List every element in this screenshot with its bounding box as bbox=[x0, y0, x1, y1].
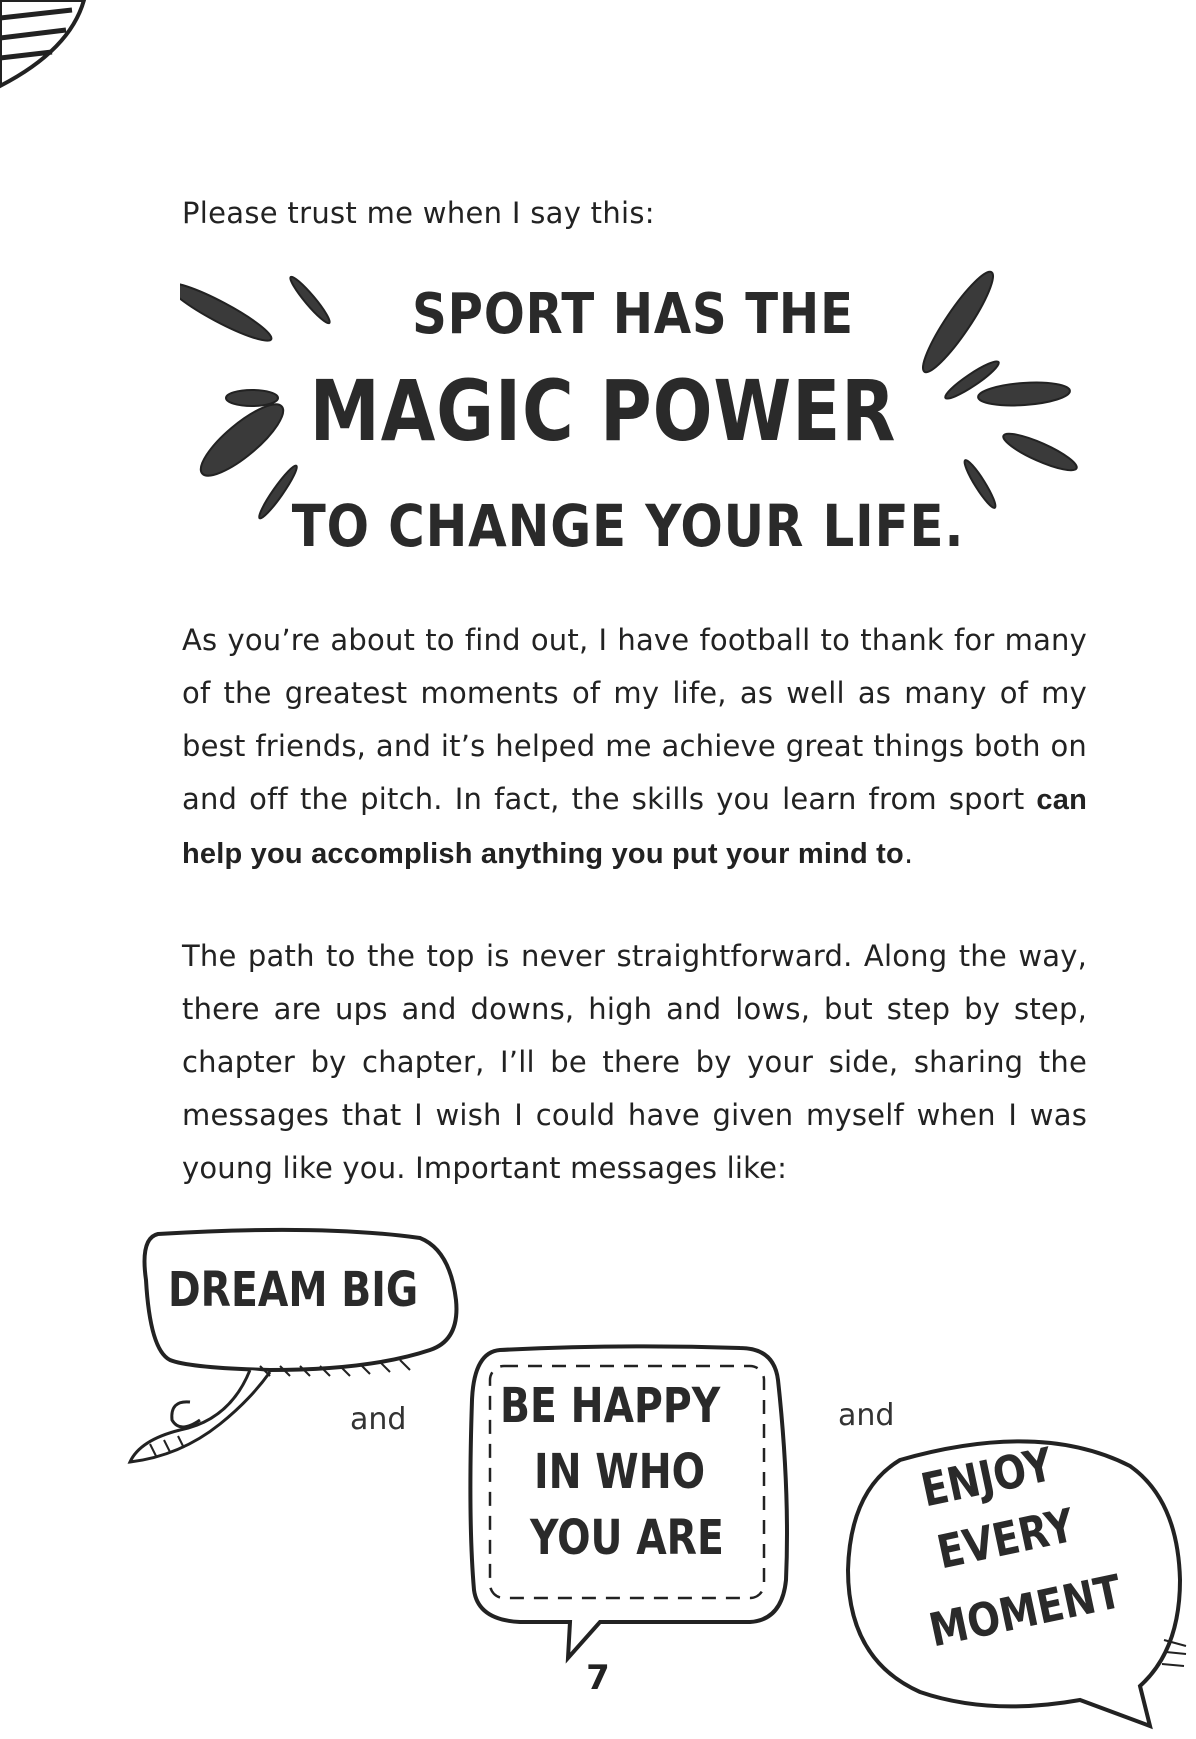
enjoy-line-3: MOMENT bbox=[924, 1564, 1127, 1658]
paragraph-1 bbox=[182, 614, 1087, 881]
corner-stripes-decoration bbox=[0, 0, 120, 110]
and-connector-1: and bbox=[350, 1402, 407, 1437]
headline-line-3: TO CHANGE YOUR LIFE. bbox=[291, 492, 965, 560]
be-happy-line-1: BE HAPPY bbox=[500, 1378, 721, 1434]
paragraph-1-end: . bbox=[903, 836, 914, 870]
headline-line-1: SPORT HAS THE bbox=[412, 282, 854, 347]
enjoy-line-1: ENJOY bbox=[916, 1437, 1058, 1518]
and-connector-2: and bbox=[838, 1398, 895, 1433]
paragraph-2: The path to the top is never straightforward. Along the way, there are ups and downs, high and lows, but step by step, chapter by chapter, I’ll be there by your side, sharing the messages that I wish I could have given myself when I was young like you. Important messages like: bbox=[182, 939, 1087, 1185]
be-happy-line-3: YOU ARE bbox=[530, 1510, 724, 1566]
page-number: 7 bbox=[586, 1658, 610, 1698]
be-happy-line-2: IN WHO bbox=[534, 1444, 706, 1500]
dream-big-text: DREAM BIG bbox=[168, 1262, 419, 1318]
paragraph-1-text: As you’re about to find out, I have football to thank for many of the greatest moments of my life, as well as many of my best friends, and it’s helped me achieve great things both on and off the pitch. In fact, the skills you learn from sport bbox=[182, 623, 1087, 816]
dream-big-speech-bubble bbox=[120, 1220, 480, 1480]
enjoy-line-2: EVERY bbox=[932, 1497, 1079, 1580]
intro-text: Please trust me when I say this: bbox=[182, 196, 655, 230]
headline-line-2: MAGIC POWER bbox=[309, 362, 897, 460]
paragraph-1-bold: can help you accomplish anything you put your mind to bbox=[182, 784, 1087, 870]
